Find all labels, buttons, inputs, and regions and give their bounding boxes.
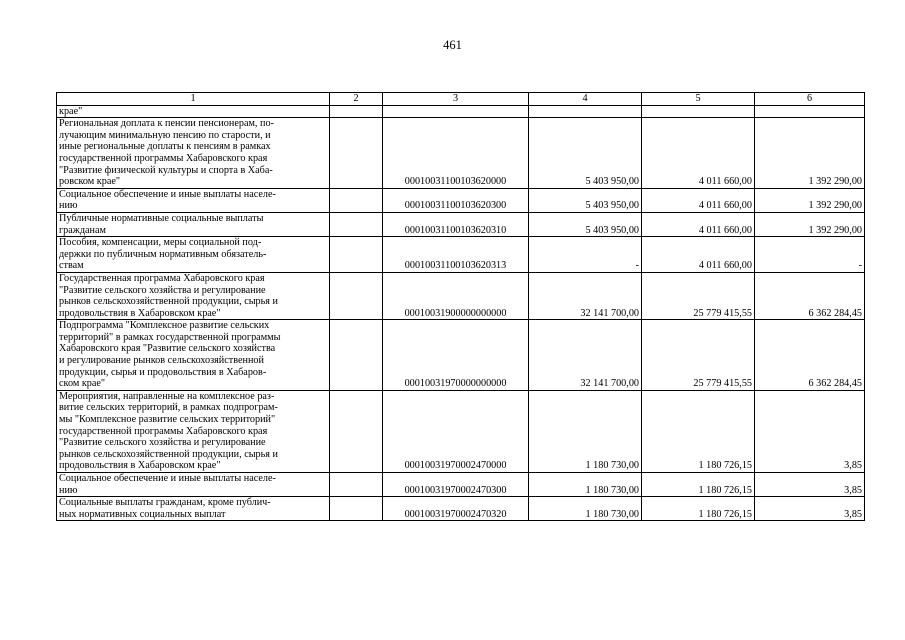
row-value-col5: 4 011 660,00	[642, 237, 755, 273]
row-value-col4: 1 180 730,00	[529, 390, 642, 472]
row-col2	[330, 118, 383, 189]
row-value-col4: 5 403 950,00	[529, 118, 642, 189]
row-value-col6: 1 392 290,00	[755, 212, 865, 236]
table-row	[57, 320, 865, 391]
row-description: Региональная доплата к пенсии пенсионерам, по- лучающим минимальную пенсию по старости, и иные региональные доплаты к пенсиям в рамках государственной программы Хабаровского края "Развитие физической культуры и спорта в Хаба- ровском крае"	[57, 118, 330, 189]
row-code: 00010031100103620000	[383, 118, 529, 189]
row-value-col5: 1 180 726,15	[642, 473, 755, 497]
column-header: 2	[330, 93, 383, 106]
table-header-row	[57, 93, 865, 106]
row-code: 00010031100103620310	[383, 212, 529, 236]
row-description: Подпрограмма "Комплексное развитие сельских территорий" в рамках государственной программы Хабаровского края "Развитие сельского хозяйства и регулирование рынков сельскохозяйственной продукции, сырья и продовольствия в Хабаров- ском крае"	[57, 320, 330, 391]
row-value-col4: 5 403 950,00	[529, 212, 642, 236]
row-description: Пособия, компенсации, меры социальной под- держки по публичным нормативным обязатель- ствам	[57, 237, 330, 273]
row-col2	[330, 497, 383, 521]
row-code: 00010031970000000000	[383, 320, 529, 391]
row-value-col5: 4 011 660,00	[642, 212, 755, 236]
row-value-col6: -	[755, 237, 865, 273]
row-value-col4	[529, 105, 642, 118]
row-col2	[330, 272, 383, 319]
column-header: 5	[642, 93, 755, 106]
row-value-col5: 4 011 660,00	[642, 188, 755, 212]
row-col2	[330, 105, 383, 118]
row-code: 00010031100103620313	[383, 237, 529, 273]
table-row	[57, 272, 865, 319]
row-code: 00010031900000000000	[383, 272, 529, 319]
row-col2	[330, 188, 383, 212]
row-description: Социальные выплаты гражданам, кроме публич- ных нормативных социальных выплат	[57, 497, 330, 521]
row-value-col4: 1 180 730,00	[529, 473, 642, 497]
row-value-col4: 32 141 700,00	[529, 320, 642, 391]
row-value-col5: 1 180 726,15	[642, 497, 755, 521]
table-row	[57, 118, 865, 189]
row-value-col5: 4 011 660,00	[642, 118, 755, 189]
row-col2	[330, 390, 383, 472]
row-description: крае"	[57, 105, 330, 118]
row-value-col5: 1 180 726,15	[642, 390, 755, 472]
row-value-col5: 25 779 415,55	[642, 272, 755, 319]
row-col2	[330, 320, 383, 391]
row-value-col6: 1 392 290,00	[755, 188, 865, 212]
column-header: 1	[57, 93, 330, 106]
row-code: 00010031970002470320	[383, 497, 529, 521]
column-header: 4	[529, 93, 642, 106]
row-code	[383, 105, 529, 118]
row-code: 00010031100103620300	[383, 188, 529, 212]
table-row	[57, 390, 865, 472]
row-value-col6: 1 392 290,00	[755, 118, 865, 189]
row-col2	[330, 237, 383, 273]
table-row	[57, 212, 865, 236]
row-code: 00010031970002470000	[383, 390, 529, 472]
row-value-col6	[755, 105, 865, 118]
table-row	[57, 497, 865, 521]
table-row	[57, 105, 865, 118]
row-value-col6: 3,85	[755, 497, 865, 521]
column-header: 6	[755, 93, 865, 106]
row-value-col6: 6 362 284,45	[755, 320, 865, 391]
row-col2	[330, 473, 383, 497]
row-value-col6: 3,85	[755, 390, 865, 472]
row-value-col4: 1 180 730,00	[529, 497, 642, 521]
table-row	[57, 473, 865, 497]
table-row	[57, 188, 865, 212]
row-description: Мероприятия, направленные на комплексное раз- витие сельских территорий, в рамках подпрограм- мы "Комплексное развитие сельских территорий" государственной программы Хабаровского края "Развитие сельского хозяйства и регулирование рынков сельскохозяйственной продукции, сырья и продовольствия в Хабаровском крае"	[57, 390, 330, 472]
row-value-col6: 6 362 284,45	[755, 272, 865, 319]
page-number: 461	[443, 38, 462, 52]
row-value-col5	[642, 105, 755, 118]
budget-table	[56, 92, 865, 521]
row-value-col4: -	[529, 237, 642, 273]
row-description: Социальное обеспечение и иные выплаты населе- нию	[57, 188, 330, 212]
row-description: Государственная программа Хабаровского края "Развитие сельского хозяйства и регулирование рынков сельскохозяйственной продукции, сырья и продовольствия в Хабаровском крае"	[57, 272, 330, 319]
row-col2	[330, 212, 383, 236]
row-code: 00010031970002470300	[383, 473, 529, 497]
row-value-col5: 25 779 415,55	[642, 320, 755, 391]
row-value-col4: 5 403 950,00	[529, 188, 642, 212]
table-row	[57, 237, 865, 273]
row-value-col6: 3,85	[755, 473, 865, 497]
row-value-col4: 32 141 700,00	[529, 272, 642, 319]
row-description: Публичные нормативные социальные выплаты гражданам	[57, 212, 330, 236]
column-header: 3	[383, 93, 529, 106]
row-description: Социальное обеспечение и иные выплаты населе- нию	[57, 473, 330, 497]
